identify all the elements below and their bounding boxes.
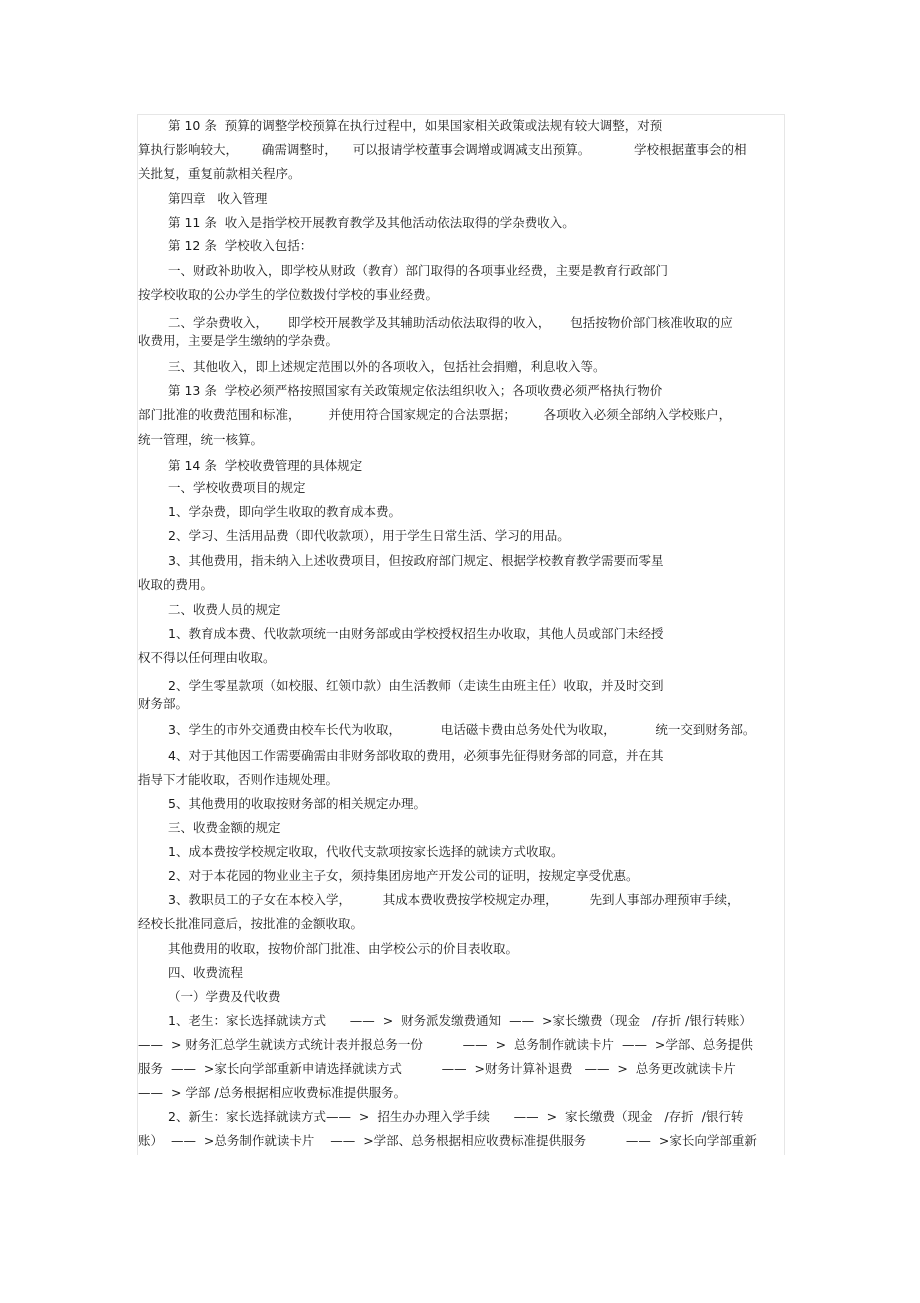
collector-2-line2: 财务部。 — [138, 696, 189, 711]
process-sub-1: （一）学费及代收费 — [168, 989, 281, 1004]
fee-item-3-line1: 3、其他费用，指未纳入上述收费项目，但按政府部门规定、根据学校教育教学需要而零星 — [168, 553, 664, 568]
fee-item-2: 2、学习、生活用品费（即代收款项），用于学生日常生活、学习的用品。 — [168, 528, 570, 543]
process-new-line1: 2、新生：家长选择就读方式—— > 招生办办理入学手续 —— > 家长缴费（现金 /存折 /银行转 — [168, 1109, 744, 1124]
collector-1-line1: 1、教育成本费、代收款项统一由财务部或由学校授权招生办收取，其他人员或部门未经授 — [168, 626, 664, 641]
collector-5: 5、其他费用的收取按财务部的相关规定办理。 — [168, 796, 426, 811]
process-old-line4: —— > 学部 /总务根据相应收费标准提供服务。 — [138, 1085, 407, 1100]
fee-item-3-line2: 收取的费用。 — [138, 577, 214, 592]
income-item3: 三、其他收入，即上述规定范围以外的各项收入，包括社会捐赠，利息收入等。 — [168, 359, 606, 374]
para-art13-line1: 第 13 条 学校必须严格按照国家有关政策规定依法组织收入；各项收费必须严格执行物价 — [168, 383, 663, 398]
income-item1-line1: 一、财政补助收入，即学校从财政（教育）部门取得的各项事业经费，主要是教育行政部门 — [168, 263, 669, 278]
amount-1: 1、成本费按学校规定收取，代收代支款项按家长选择的就读方式收取。 — [168, 844, 564, 859]
amount-other: 其他费用的收取，按物价部门批准、由学校公示的价目表收取。 — [168, 941, 519, 956]
section-collectors: 二、收费人员的规定 — [168, 602, 281, 617]
process-new-line2: 账） —— >总务制作就读卡片 —— >学部、总务根据相应收费标准提供服务 —— >家长向学部重新 — [138, 1133, 757, 1148]
para-art13-line2: 部门批准的收费范围和标准， 并使用符合国家规定的合法票据； 各项收入必须全部纳入学校账户， — [138, 407, 732, 422]
amount-2: 2、对于本花园的物业业主子女，须持集团房地产开发公司的证明，按规定享受优惠。 — [168, 868, 639, 883]
para-art11: 第 11 条 收入是指学校开展教育教学及其他活动依法取得的学杂费收入。 — [168, 215, 575, 230]
collector-2-line1: 2、学生零星款项（如校服、红领巾款）由生活教师（走读生由班主任）收取，并及时交到 — [168, 678, 664, 693]
collector-4-line1: 4、对于其他因工作需要确需由非财务部收取的费用，必须事先征得财务部的同意，并在其 — [168, 748, 664, 763]
section-fee-items: 一、学校收费项目的规定 — [168, 480, 306, 495]
para-art10-line2: 算执行影响较大， 确需调整时， 可以报请学校董事会调增或调减支出预算。 学校根据董事会的相 — [138, 142, 747, 157]
para-art14: 第 14 条 学校收费管理的具体规定 — [168, 458, 363, 473]
para-art10-line3: 关批复，重复前款相关程序。 — [138, 166, 301, 181]
fee-item-1: 1、学杂费，即向学生收取的教育成本费。 — [168, 504, 401, 519]
collector-4-line2: 指导下才能收取，否则作违规处理。 — [138, 772, 339, 787]
amount-3-line2: 经校长批准同意后，按批准的金额收取。 — [138, 916, 364, 931]
collector-3: 3、学生的市外交通费由校车长代为收取， 电话磁卡费由总务处代为收取， 统一交到财务部。 — [168, 722, 756, 737]
income-item2-line1: 二、学杂费收入， 即学校开展教学及其辅助活动依法取得的收入， 包括按物价部门核准收取的应 — [168, 315, 733, 330]
chapter-heading: 第四章 收入管理 — [168, 191, 268, 206]
process-old-line1: 1、老生：家长选择就读方式 —— > 财务派发缴费通知 —— >家长缴费（现金 /存折 /银行转账） — [168, 1013, 752, 1028]
para-art13-line3: 统一管理，统一核算。 — [138, 432, 264, 447]
income-item1-line2: 按学校收取的公办学生的学位数拨付学校的事业经费。 — [138, 287, 439, 302]
process-old-line2: —— > 财务汇总学生就读方式统计表并报总务一份 —— > 总务制作就读卡片 —— >学部、总务提供 — [138, 1037, 753, 1052]
process-old-line3: 服务 —— >家长向学部重新申请选择就读方式 —— >财务计算补退费 —— > 总务更改就读卡片 — [138, 1061, 736, 1076]
section-process: 四、收费流程 — [168, 965, 244, 980]
section-amounts: 三、收费金额的规定 — [168, 820, 281, 835]
income-item2-line2: 收费用，主要是学生缴纳的学杂费。 — [138, 333, 339, 348]
amount-3-line1: 3、教职员工的子女在本校入学， 其成本费收费按学校规定办理， 先到人事部办理预审手续， — [168, 892, 740, 907]
para-art12: 第 12 条 学校收入包括： — [168, 238, 313, 253]
collector-1-line2: 权不得以任何理由收取。 — [138, 650, 276, 665]
para-art10-line1: 第 10 条 预算的调整学校预算在执行过程中，如果国家相关政策或法规有较大调整，对预 — [168, 118, 663, 133]
